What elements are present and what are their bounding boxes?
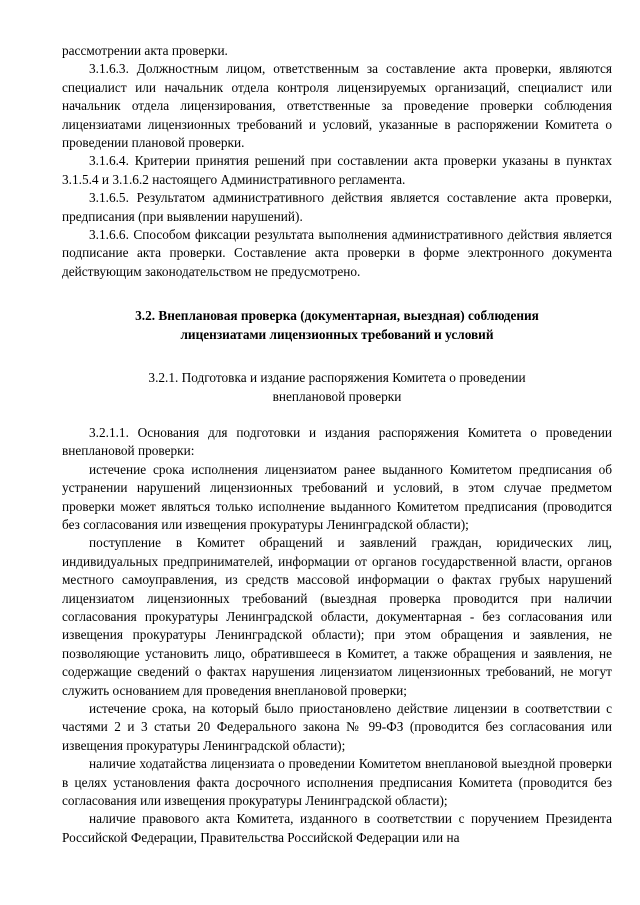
list-item-grounds-3: истечение срока, на который было приостановлено действие лицензии в соответствии с частями 2 и 3 статьи 20 Федерального закона № 99-ФЗ (проводится без согласования или извещения прокуратуры Ленинградской области); [62,701,612,753]
paragraph-continuation: рассмотрении акта проверки. [62,43,228,58]
section-heading-3-2-line2: лицензиатами лицензионных требований и условий [180,326,494,342]
paragraph-3-2-1-1: 3.2.1.1. Основания для подготовки и издания распоряжения Комитета о проведении внеплановой проверки: [62,424,612,459]
list-item-grounds-2: поступление в Комитет обращений и заявлений граждан, юридических лиц, индивидуальных предпринимателей, информации от органов государственной власти, органов местного самоуправления, из средств массовой информации о фактах грубых нарушений лицензиатом лицензионных требований (выездная проверка проводится при наличии согласования прокуратуры Ленинградской области, документарная - без согласования или извещения прокуратуры Ленинградской области); при этом обращения и заявления, не позволяющие установить лицо, обратившееся в Комитет, а также обращения и заявления, не содержащие сведений о фактах нарушения лицензиатом лицензионных требований, не могут служить основанием для проведения внеплановой проверки; [62,535,612,698]
document-page [62,42,612,847]
subsection-heading-3-2-1-line2: внеплановой проверки [272,388,402,404]
list-item-grounds-5: наличие правового акта Комитета, изданного в соответствии с поручением Президента Российской Федерации, Правительства Российской Федерации или на [62,811,612,845]
paragraph-3-1-6-6: 3.1.6.6. Способом фиксации результата выполнения административного действия является подписание акта проверки. Составление акта проверки в форме электронного документа действующим законодательством не предусмотрено. [62,227,612,279]
subsection-heading-3-2-1-line1: 3.2.1. Подготовка и издание распоряжения Комитета о проведении [148,370,526,386]
paragraph-3-1-6-4: 3.1.6.4. Критерии принятия решений при составлении акта проверки указаны в пунктах 3.1.5.4 и 3.1.6.2 настоящего Административного регламента. [62,153,612,187]
paragraph-3-1-6-3: 3.1.6.3. Должностным лицом, ответственным за составление акта проверки, являются специалист или начальник отдела контроля лицензируемых организаций, специалист или начальник отдела лицензирования, ответственные за проведение проверки соблюдения лицензиатами лицензионных требований и условий, указанные в распоряжении Комитета о проведении плановой проверки. [62,61,612,151]
list-item-grounds-1: истечение срока исполнения лицензиатом ранее выданного Комитетом предписания об устранении нарушений лицензионных требований и условий, в этом случае предметом проверки может являться только исполнение выданного Комитетом предписания (проводится без согласования или извещения прокуратуры Ленинградской области); [62,461,612,532]
list-item-grounds-4: наличие ходатайства лицензиата о проведении Комитетом внеплановой выездной проверки в целях установления факта досрочного исполнения предписания Комитета (проводится без согласования или извещения прокуратуры Ленинградской области); [62,756,612,809]
paragraph-3-1-6-5: 3.1.6.5. Результатом административного действия является составление акта проверки, предписания (при выявлении нарушений). [62,190,612,224]
subsection-heading-3-2-1 [62,369,612,406]
section-heading-3-2 [62,307,612,344]
section-heading-3-2-line1: 3.2. Внеплановая проверка (документарная, выездная) соблюдения [135,308,539,324]
